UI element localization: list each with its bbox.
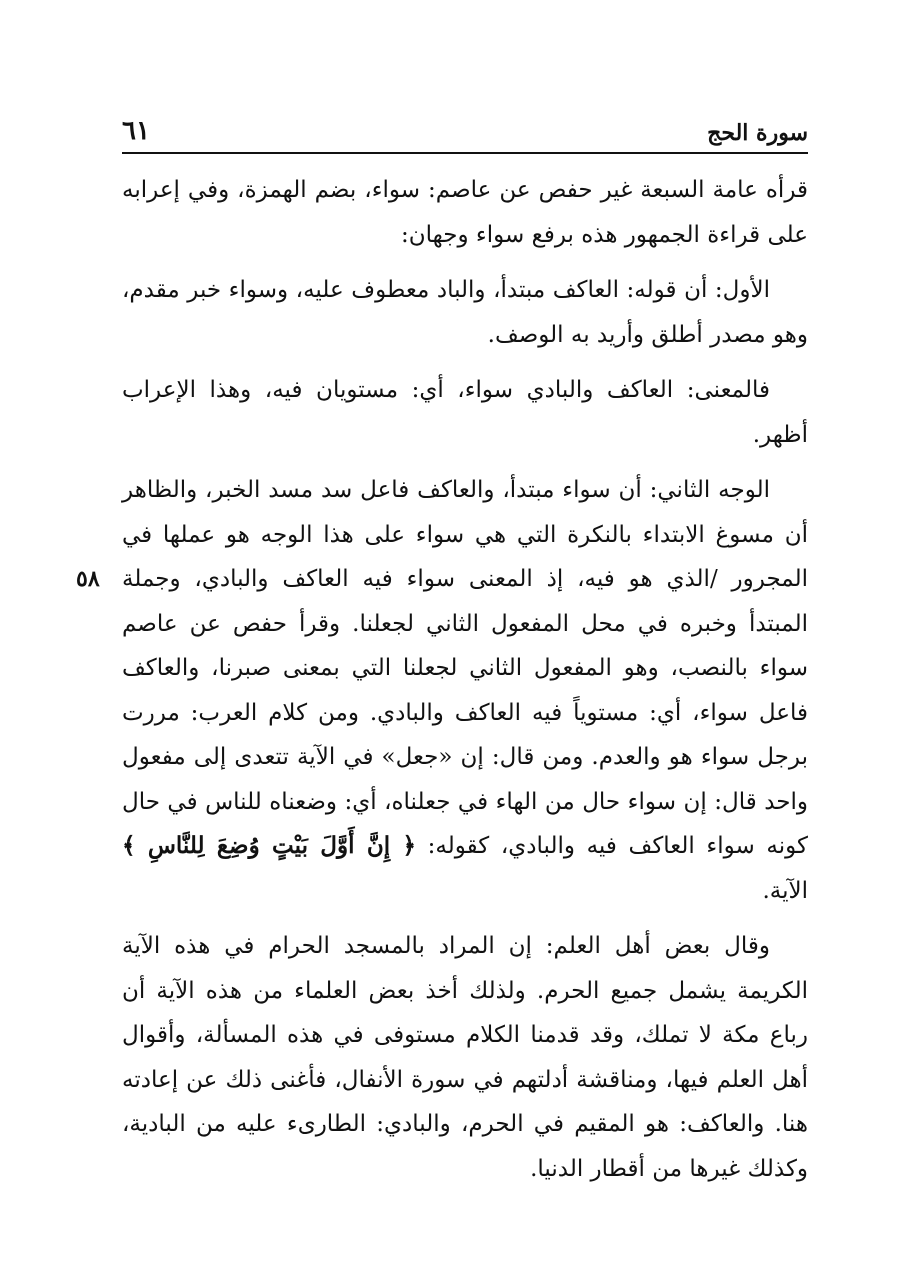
page-header xyxy=(122,108,808,146)
body-text xyxy=(122,168,808,1202)
paragraph-1: قرأه عامة السبعة غير حفص عن عاصم: سواء، بضم الهمزة، وفي إعرابه على قراءة الجمهور هذه برفع سواء وجهان: xyxy=(122,177,808,248)
paragraph-5: وقال بعض أهل العلم: إن المراد بالمسجد الحرام في هذه الآية الكريمة يشمل جميع الحرم. ولذلك أخذ بعض العلماء من هذه الآية أن رباع مكة لا تملك، وقد قدمنا الكلام مستوفى في هذه المسألة، وأقوال أهل العلم فيها، ومناقشة أدلتهم في سورة الأنفال، فأغنى ذلك عن إعادته هنا. والعاكف: هو المقيم في الحرم، والبادي: الطارىء عليه من البادية، وكذلك غيرها من أقطار الدنيا. xyxy=(122,933,808,1182)
header-rule xyxy=(122,152,808,154)
paragraph-2: الأول: أن قوله: العاكف مبتدأ، والباد معطوف عليه، وسواء خبر مقدم، وهو مصدر أطلق وأريد به الوصف. xyxy=(122,277,808,348)
paragraph-4 xyxy=(122,468,808,913)
quran-quote: ﴿ إِنَّ أَوَّلَ بَيْتٍ وُضِعَ لِلنَّاسِ ﴾ xyxy=(122,832,416,859)
paragraph-4-ending: الآية. xyxy=(762,877,808,904)
margin-page-reference: ٥٨ xyxy=(76,566,100,592)
page-number: ٦١ xyxy=(122,116,150,146)
paragraph-3: فالمعنى: العاكف والبادي سواء، أي: مستويان فيه، وهذا الإعراب أظهر. xyxy=(122,377,808,448)
paragraph-4-text: الوجه الثاني: أن سواء مبتدأ، والعاكف فاعل سد مسد الخبر، والظاهر أن مسوغ الابتداء بالنكرة التي هي سواء على هذا الوجه هو عملها في المجرور /الذي هو فيه، إذ المعنى سواء فيه العاكف والبادي، وجملة المبتدأ وخبره في محل المفعول الثاني لجعلنا. وقرأ حفص عن عاصم سواء بالنصب، وهو المفعول الثاني لجعلنا التي بمعنى صبرنا، والعاكف فاعل سواء، أي: مستوياً فيه العاكف والبادي. ومن كلام العرب: مررت برجل سواء هو والعدم. ومن قال: إن «جعل» في الآية تتعدى إلى مفعول واحد قال: إن سواء حال من الهاء في جعلناه، أي: وضعناه للناس في حال كونه سواء العاكف فيه والبادي، كقوله: xyxy=(122,477,808,859)
surah-title: سورة الحج xyxy=(707,120,808,146)
